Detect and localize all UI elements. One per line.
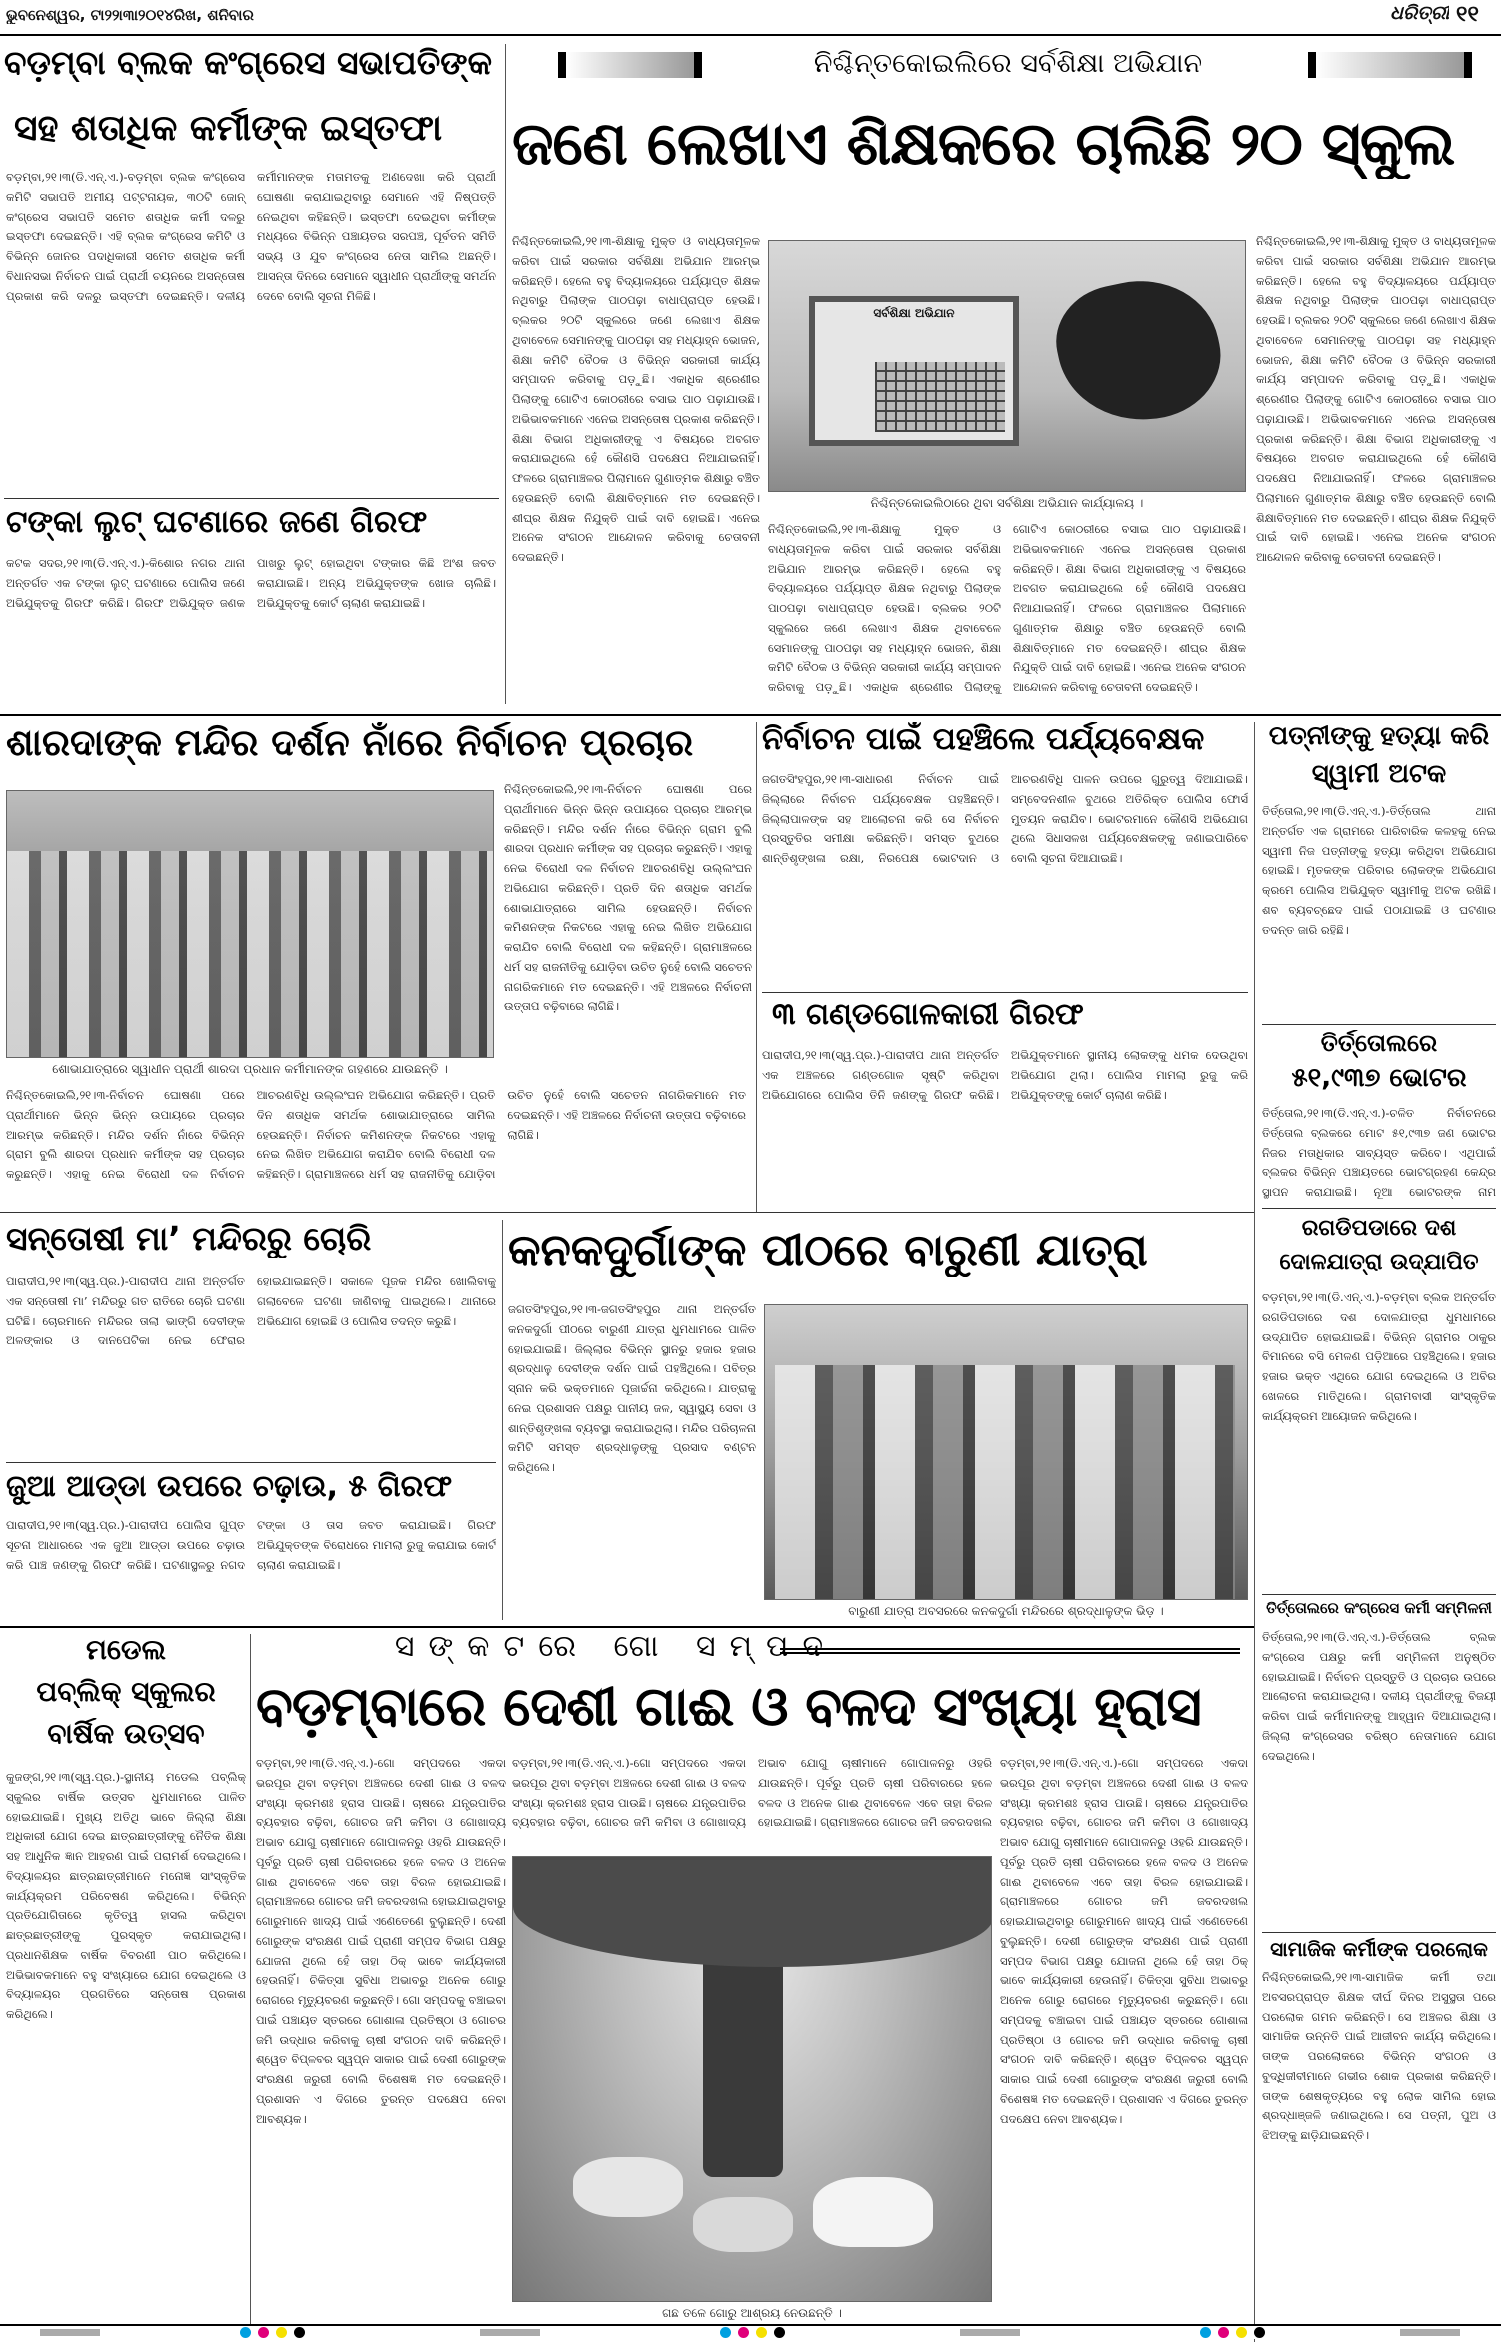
rule-rathagada xyxy=(1262,1594,1496,1595)
teacher-body-text: ନିଶ୍ଚିନ୍ତକୋଇଲି,୨୧।୩-ଶିକ୍ଷାକୁ ମୁକ୍ତ ଓ ବାଧ୍ୟତାମୂଳକ କରିବା ପାଇଁ ସରକାର ସର୍ବଶିକ୍ଷା ଅଭିଯାନ ଆରମ୍ଭ କରିଛନ୍ତି। ହେଲେ ବହୁ ବିଦ୍ୟାଳୟରେ ପର୍ଯ୍ୟାପ୍ତ ଶିକ୍ଷକ ନଥିବାରୁ ପିଲାଙ୍କ ପାଠପଢ଼ା ବାଧାପ୍ରାପ୍ତ ହେଉଛି। ବ୍ଲକର ୨୦ଟି ସ୍କୁଲରେ ଜଣେ ଲେଖାଏ ଶିକ୍ଷକ ଥିବାବେଳେ ସେମାନଙ୍କୁ ପାଠପଢ଼ା ସହ ମଧ୍ୟାହ୍ନ ଭୋଜନ, ଶିକ୍ଷା କମିଟି ବୈଠକ ଓ ବିଭିନ୍ନ ସରକାରୀ କାର୍ଯ୍ୟ ସମ୍ପାଦନ କରିବାକୁ ପଡ଼ୁଛି। ଏକାଧିକ ଶ୍ରେଣୀର ପିଲାଙ୍କୁ ଗୋଟିଏ କୋଠରୀରେ ବସାଇ ପାଠ ପଢ଼ାଯାଉଛି। ଅଭିଭାବକମାନେ ଏନେଇ ଅସନ୍ତୋଷ ପ୍ରକାଶ କରିଛନ୍ତି। ଶିକ୍ଷା ବିଭାଗ ଅଧିକାରୀଙ୍କୁ ଏ ବିଷୟରେ ଅବଗତ କରାଯାଇଥିଲେ ହେଁ କୌଣସି ପଦକ୍ଷେପ ନିଆଯାଇନାହିଁ। ଫଳରେ ଗ୍ରାମାଞ୍ଚଳର ପିଲାମାନେ ଗୁଣାତ୍ମକ ଶିକ୍ଷାରୁ ବଞ୍ଚିତ ହେଉଛନ୍ତି ବୋଲି ଶିକ୍ଷାବିତ୍ମାନେ ମତ ଦେଇଛନ୍ତି। ଶୀଘ୍ର ଶିକ୍ଷକ ନିଯୁକ୍ତି ପାଇଁ ଦାବି ହୋଇଛି। ଏନେଇ ଅନେକ ସଂଗଠନ ଆନ୍ଦୋଳନ କରିବାକୁ ଚେତାବନୀ ଦେଇଛନ୍ତି। xyxy=(512,234,760,565)
rule-badamba xyxy=(4,498,499,499)
reg-mark-black-3 xyxy=(1254,2327,1265,2338)
model-school-body: କୁଜଙ୍ଗ,୨୧।୩(ସ୍ୱ.ପ୍ର.)-ସ୍ଥାନୀୟ ମଡେଲ ପବ୍ଲିକ୍ ସ୍କୁଲର ବାର୍ଷିକ ଉତ୍ସବ ଧୁମଧାମରେ ପାଳିତ ହୋଇଯାଇଛି। ମୁଖ୍ୟ ଅତିଥି ଭାବେ ଜିଲ୍ଲା ଶିକ୍ଷା ଅଧିକାରୀ ଯୋଗ ଦେଇ ଛାତ୍ରଛାତ୍ରୀଙ୍କୁ ନୈତିକ ଶିକ୍ଷା ସହ ଆଧୁନିକ ଜ୍ଞାନ ଆହରଣ ପାଇଁ ପରାମର୍ଶ ଦେଇଥିଲେ। ବିଦ୍ୟାଳୟର ଛାତ୍ରଛାତ୍ରୀମାନେ ମନୋଜ୍ଞ ସାଂସ୍କୃତିକ କାର୍ଯ୍ୟକ୍ରମ ପରିବେଷଣ କରିଥିଲେ। ବିଭିନ୍ନ ପ୍ରତିଯୋଗିତାରେ କୃତିତ୍ୱ ହାସଲ କରିଥିବା ଛାତ୍ରଛାତ୍ରୀଙ୍କୁ ପୁରସ୍କୃତ କରାଯାଇଥିଲା। ପ୍ରଧାନଶିକ୍ଷକ ବାର୍ଷିକ ବିବରଣୀ ପାଠ କରିଥିଲେ। ଅଭିଭାବକମାନେ ବହୁ ସଂଖ୍ୟାରେ ଯୋଗ ଦେଇଥିଲେ ଓ ବିଦ୍ୟାଳୟର ପ୍ରଗତିରେ ସନ୍ତୋଷ ପ୍ରକାଶ କରିଥିଲେ। xyxy=(6,1770,246,2022)
cattle-body-left xyxy=(256,1754,506,2324)
social-worker-headline: ସାମାଜିକ କର୍ମୀଙ୍କ ପରଲୋକ xyxy=(1270,1938,1488,1961)
cattle-body-top-text: ବଡ଼ମ୍ବା,୨୧।୩(ଡି.ଏନ୍.ଏ.)-ଗୋ ସମ୍ପଦରେ ଏକଦା ଭରପୂର ଥିବା ବଡ଼ମ୍ବା ଅଞ୍ଚଳରେ ଦେଶୀ ଗାଈ ଓ ବଳଦ ସଂଖ୍ୟା କ୍ରମଶଃ ହ୍ରାସ ପାଉଛି। ଚାଷରେ ଯନ୍ତ୍ରପାତିର ବ୍ୟବହାର ବଢ଼ିବା, ଗୋଚର ଜମି କମିବା ଓ ଗୋଖାଦ୍ୟ ଅଭାବ ଯୋଗୁ ଚାଷୀମାନେ ଗୋପାଳନରୁ ଓହରି ଯାଉଛନ୍ତି। ପୂର୍ବରୁ ପ୍ରତି ଚାଷୀ ପରିବାରରେ ହଳେ ବଳଦ ଓ ଅନେକ ଗାଈ ଥିବାବେଳେ ଏବେ ତାହା ବିରଳ ହୋଇଯାଇଛି। ଗ୍ରାମାଞ୍ଚଳରେ ଗୋଚର ଜମି ଜବରଦଖଲ xyxy=(512,1756,992,1830)
cow-2 xyxy=(573,2157,683,2217)
teacher-body-right xyxy=(1256,232,1496,712)
santoshi-body: ପାରାଦୀପ,୨୧।୩(ସ୍ୱ.ପ୍ର.)-ପାରାଦୀପ ଥାନା ଅନ୍ତର୍ଗତ ଏକ ସନ୍ତୋଷୀ ମା’ ମନ୍ଦିରରୁ ଗତ ରାତିରେ ଚୋରି ଘଟଣା ଘଟିଛି। ଚୋରମାନେ ମନ୍ଦିରର ତାଲା ଭାଙ୍ଗି ଦେବୀଙ୍କ ଅଳଙ୍କାର ଓ ଦାନପେଟିକା ନେଇ ଫେରାର ହୋଇଯାଇଛନ୍ତି। ସକାଳେ ପୂଜକ ମନ୍ଦିର ଖୋଲିବାକୁ ଗଲାବେଳେ ଘଟଣା ଜାଣିବାକୁ ପାଇଥିଲେ। ଥାନାରେ ଅଭିଯୋଗ ହୋଇଛି ଓ ପୋଲିସ ତଦନ୍ତ କରୁଛି। xyxy=(6,1274,496,1348)
cow-3 xyxy=(693,2197,793,2252)
voters-headline-2: ୫୧,୯୩୭ ଭୋଟର xyxy=(1291,1064,1467,1093)
rule-congress xyxy=(1262,1932,1496,1933)
sharada-body-side xyxy=(504,780,752,1080)
cattle-body-text: ବଡ଼ମ୍ବା,୨୧।୩(ଡି.ଏନ୍.ଏ.)-ଗୋ ସମ୍ପଦରେ ଏକଦା ଭରପୂର ଥିବା ବଡ଼ମ୍ବା ଅଞ୍ଚଳରେ ଦେଶୀ ଗାଈ ଓ ବଳଦ ସଂଖ୍ୟା କ୍ରମଶଃ ହ୍ରାସ ପାଉଛି। ଚାଷରେ ଯନ୍ତ୍ରପାତିର ବ୍ୟବହାର ବଢ଼ିବା, ଗୋଚର ଜମି କମିବା ଓ ଗୋଖାଦ୍ୟ ଅଭାବ ଯୋଗୁ ଚାଷୀମାନେ ଗୋପାଳନରୁ ଓହରି ଯାଉଛନ୍ତି। ପୂର୍ବରୁ ପ୍ରତି ଚାଷୀ ପରିବାରରେ ହଳେ ବଳଦ ଓ ଅନେକ ଗାଈ ଥିବାବେଳେ ଏବେ ତାହା ବିରଳ ହୋଇଯାଇଛି। ଗ୍ରାମାଞ୍ଚଳରେ ଗୋଚର ଜମି ଜବରଦଖଲ ହୋଇଯାଇଥିବାରୁ ଗୋରୁମାନେ ଖାଦ୍ୟ ପାଇଁ ଏଣେତେଣେ ବୁଲୁଛନ୍ତି। ଦେଶୀ ଗୋରୁଙ୍କ ସଂରକ୍ଷଣ ପାଇଁ ପ୍ରାଣୀ ସମ୍ପଦ ବିଭାଗ ପକ୍ଷରୁ ଯୋଜନା ଥିଲେ ହେଁ ତାହା ଠିକ୍ ଭାବେ କାର୍ଯ୍ୟକାରୀ ହେଉନାହିଁ। ଚିକିତ୍ସା ସୁବିଧା ଅଭାବରୁ ଅନେକ ଗୋରୁ ରୋଗରେ ମୃତ୍ୟୁବରଣ କରୁଛନ୍ତି। ଗୋ ସମ୍ପଦକୁ ବଞ୍ଚାଇବା ପାଇଁ ପଞ୍ଚାୟତ ସ୍ତରରେ ଗୋଶାଳା ପ୍ରତିଷ୍ଠା ଓ ଗୋଚର ଜମି ଉଦ୍ଧାର କରିବାକୁ ଚାଷୀ ସଂଗଠନ ଦାବି କରିଛନ୍ତି। ଶ୍ୱେତ ବିପ୍ଳବର ସ୍ୱପ୍ନ ସାକାର ପାଇଁ ଦେଶୀ ଗୋରୁଙ୍କ ସଂରକ୍ଷଣ ଜରୁରୀ ବୋଲି ବିଶେଷଜ୍ଞ ମତ ଦେଇଛନ୍ତି। ପ୍ରଶାସନ ଏ ଦିଗରେ ତୁରନ୍ତ ପଦକ୍ଷେପ ନେବା ଆବଶ୍ୟକ। xyxy=(256,1756,506,2126)
sharada-headline: ଶାରଦାଙ୍କ ମନ୍ଦିର ଦର୍ଶନ ନାଁରେ ନିର୍ବାଚନ ପ୍ରଚାର xyxy=(6,722,694,764)
rule-row-2 xyxy=(0,1212,1254,1213)
teacher-body-bottom xyxy=(768,520,1246,710)
cattle-headline: ବଡ଼ମ୍ବାରେ ଦେଶୀ ଗାଈ ଓ ବଳଦ ସଂଖ୍ୟା ହ୍ରାସ xyxy=(256,1676,1201,1738)
crowd-figures xyxy=(7,851,494,1058)
badamba-headline-1: ବଡ଼ମ୍ବା ବ୍ଲକ କଂଗ୍ରେସ ସଭାପତିଙ୍କ xyxy=(4,44,492,82)
kicker-bar-right xyxy=(1308,52,1316,78)
teacher-body-text-bottom: ନିଶ୍ଚିନ୍ତକୋଇଲି,୨୧।୩-ଶିକ୍ଷାକୁ ମୁକ୍ତ ଓ ବାଧ୍ୟତାମୂଳକ କରିବା ପାଇଁ ସରକାର ସର୍ବଶିକ୍ଷା ଅଭିଯାନ ଆରମ୍ଭ କରିଛନ୍ତି। ହେଲେ ବହୁ ବିଦ୍ୟାଳୟରେ ପର୍ଯ୍ୟାପ୍ତ ଶିକ୍ଷକ ନଥିବାରୁ ପିଲାଙ୍କ ପାଠପଢ଼ା ବାଧାପ୍ରାପ୍ତ ହେଉଛି। ବ୍ଲକର ୨୦ଟି ସ୍କୁଲରେ ଜଣେ ଲେଖାଏ ଶିକ୍ଷକ ଥିବାବେଳେ ସେମାନଙ୍କୁ ପାଠପଢ଼ା ସହ ମଧ୍ୟାହ୍ନ ଭୋଜନ, ଶିକ୍ଷା କମିଟି ବୈଠକ ଓ ବିଭିନ୍ନ ସରକାରୀ କାର୍ଯ୍ୟ ସମ୍ପାଦନ କରିବାକୁ ପଡ଼ୁଛି। ଏକାଧିକ ଶ୍ରେଣୀର ପିଲାଙ୍କୁ ଗୋଟିଏ କୋଠରୀରେ ବସାଇ ପାଠ ପଢ଼ାଯାଉଛି। ଅଭିଭାବକମାନେ ଏନେଇ ଅସନ୍ତୋଷ ପ୍ରକାଶ କରିଛନ୍ତି। ଶିକ୍ଷା ବିଭାଗ ଅଧିକାରୀଙ୍କୁ ଏ ବିଷୟରେ ଅବଗତ କରାଯାଇଥିଲେ ହେଁ କୌଣସି ପଦକ୍ଷେପ ନିଆଯାଇନାହିଁ। ଫଳରେ ଗ୍ରାମାଞ୍ଚଳର ପିଲାମାନେ ଗୁଣାତ୍ମକ ଶିକ୍ଷାରୁ ବଞ୍ଚିତ ହେଉଛନ୍ତି ବୋଲି ଶିକ୍ଷାବିତ୍ମାନେ ମତ ଦେଇଛନ୍ତି। ଶୀଘ୍ର ଶିକ୍ଷକ ନିଯୁକ୍ତି ପାଇଁ ଦାବି ହୋଇଛି। ଏନେଇ ଅନେକ ସଂଗଠନ ଆନ୍ଦୋଳନ କରିବାକୁ ଚେତାବନୀ ଦେଇଛନ୍ତି। xyxy=(768,522,1246,695)
sharada-photo xyxy=(6,790,494,1058)
congress-meet-body: ତିର୍ତ୍ତୋଲ,୨୧।୩(ଡି.ଏନ୍.ଏ.)-ତିର୍ତ୍ତୋଲ ବ୍ଲକ କଂଗ୍ରେସ ପକ୍ଷରୁ କର୍ମୀ ସମ୍ମିଳନୀ ଅନୁଷ୍ଠିତ ହୋଇଯାଇଛି। ନିର୍ବାଚନ ପ୍ରସ୍ତୁତି ଓ ପ୍ରଚାର ଉପରେ ଆଲୋଚନା କରାଯାଇଥିଲା। ଦଳୀୟ ପ୍ରାର୍ଥୀଙ୍କୁ ବିଜୟୀ କରିବା ପାଇଁ କର୍ମୀମାନଙ୍କୁ ଆହ୍ୱାନ ଦିଆଯାଇଥିଲା। ଜିଲ୍ଲା କଂଗ୍ରେସର ବରିଷ୍ଠ ନେତାମାନେ ଯୋଗ ଦେଇଥିଲେ। xyxy=(1262,1630,1496,1763)
reg-mark-cyan-3 xyxy=(1200,2327,1211,2338)
footer-grey-bar-2 xyxy=(480,2329,540,2336)
cattle-photo-caption: ଗଛ ତଳେ ଗୋରୁ ଆଶ୍ରୟ ନେଉଛନ୍ତି । xyxy=(662,2306,842,2320)
observer-body: ଜଗତସିଂହପୁର,୨୧।୩-ସାଧାରଣ ନିର୍ବାଚନ ପାଇଁ ଜିଲ୍ଲାରେ ନିର୍ବାଚନ ପର୍ଯ୍ୟବେକ୍ଷକ ପହଞ୍ଚିଛନ୍ତି। ଜିଲ୍ଲାପାଳଙ୍କ ସହ ଆଲୋଚନା କରି ସେ ନିର୍ବାଚନ ପ୍ରସ୍ତୁତିର ସମୀକ୍ଷା କରିଛନ୍ତି। ସମସ୍ତ ବୁଥରେ ଶାନ୍ତିଶୃଙ୍ଖଳା ରକ୍ଷା, ନିରପେକ୍ଷ ଭୋଟଦାନ ଓ ଆଚରଣବିଧି ପାଳନ ଉପରେ ଗୁରୁତ୍ୱ ଦିଆଯାଇଛି। ସମ୍ବେଦନଶୀଳ ବୁଥରେ ଅତିରିକ୍ତ ପୋଲିସ ଫୋର୍ସ ମୁତୟନ କରାଯିବ। ଭୋଟରମାନେ କୌଣସି ଅଭିଯୋଗ ଥିଲେ ସିଧାସଳଖ ପର୍ଯ୍ୟବେକ୍ଷକଙ୍କୁ ଜଣାଇପାରିବେ ବୋଲି ସୂଚନା ଦିଆଯାଇଛି। xyxy=(762,772,1248,866)
footer-marks xyxy=(0,2326,1501,2339)
notice-board xyxy=(809,296,1019,446)
social-worker-body: ନିଶ୍ଚିନ୍ତକୋଇଲି,୨୧।୩-ସାମାଜିକ କର୍ମୀ ତଥା ଅବସରପ୍ରାପ୍ତ ଶିକ୍ଷକ ଦୀର୍ଘ ଦିନର ଅସୁସ୍ଥତା ପରେ ପରଲୋକ ଗମନ କରିଛନ୍ତି। ସେ ଅଞ୍ଚଳର ଶିକ୍ଷା ଓ ସାମାଜିକ ଉନ୍ନତି ପାଇଁ ଆଜୀବନ କାର୍ଯ୍ୟ କରିଥିଲେ। ତାଙ୍କ ପରଲୋକରେ ବିଭିନ୍ନ ସଂଗଠନ ଓ ବୁଦ୍ଧିଜୀବୀମାନେ ଗଭୀର ଶୋକ ପ୍ରକାଶ କରିଛନ୍ତି। ତାଙ୍କ ଶେଷକୃତ୍ୟରେ ବହୁ ଲୋକ ସାମିଲ ହୋଇ ଶ୍ରଦ୍ଧାଞ୍ଜଳି ଜଣାଇଥିଲେ। ସେ ପତ୍ନୀ, ପୁଅ ଓ ଝିଅଙ୍କୁ ଛାଡ଼ିଯାଇଛନ୍ତି। xyxy=(1262,1970,1496,2143)
kanakadurga-body: ଜଗତସିଂହପୁର,୨୧।୩-ଜଗତସିଂହପୁର ଥାନା ଅନ୍ତର୍ଗତ କନକଦୁର୍ଗା ପୀଠରେ ବାରୁଣୀ ଯାତ୍ରା ଧୁମଧାମରେ ପାଳିତ ହୋଇଯାଇଛି। ଜିଲ୍ଲାର ବିଭିନ୍ନ ସ୍ଥାନରୁ ହଜାର ହଜାର ଶ୍ରଦ୍ଧାଳୁ ଦେବୀଙ୍କ ଦର୍ଶନ ପାଇଁ ପହଞ୍ଚିଥିଲେ। ପବିତ୍ର ସ୍ନାନ କରି ଭକ୍ତମାନେ ପୂଜାର୍ଚ୍ଚନା କରିଥିଲେ। ଯାତ୍ରାକୁ ନେଇ ପ୍ରଶାସନ ପକ୍ଷରୁ ପାନୀୟ ଜଳ, ସ୍ୱାସ୍ଥ୍ୟ ସେବା ଓ ଶାନ୍ତିଶୃଙ୍ଖଳା ବ୍ୟବସ୍ଥା କରାଯାଇଥିଲା। ମନ୍ଦିର ପରିଚାଳନା କମିଟି ସମସ୍ତ ଶ୍ରଦ୍ଧାଳୁଙ୍କୁ ପ୍ରସାଦ ବଣ୍ଟନ କରିଥିଲେ। xyxy=(508,1302,756,1475)
footer-grey-bar-3 xyxy=(960,2329,1020,2336)
rule-wife xyxy=(1262,1024,1496,1025)
reg-mark-cyan-1 xyxy=(240,2327,251,2338)
kicker-bar-left-end xyxy=(694,52,702,78)
rathagada-headline-1: ରଗଡିପଡାରେ ଦଶ xyxy=(1301,1216,1457,1241)
santoshi-headline: ସନ୍ତୋଷୀ ମା’ ମନ୍ଦିରରୁ ଚୋରି xyxy=(6,1220,372,1258)
teacher-photo-caption: ନିଶ୍ଚିନ୍ତକୋଇଲିଠାରେ ଥିବା ସର୍ବଶିକ୍ଷା ଅଭିଯାନ କାର୍ଯ୍ୟାଳୟ । xyxy=(870,496,1144,510)
notice-board-grid xyxy=(875,362,1005,432)
kicker-bar-right-fade xyxy=(1316,52,1464,78)
sharada-body xyxy=(6,1086,746,1206)
footer-grey-bar-4 xyxy=(1400,2329,1460,2336)
tree-canopy xyxy=(513,1857,992,1967)
paper-name: ଧରିତ୍ରୀ xyxy=(1390,2,1450,24)
voters-body: ତିର୍ତ୍ତୋଲ,୨୧।୩(ଡି.ଏନ୍.ଏ.)-ଚଳିତ ନିର୍ବାଚନରେ ତିର୍ତ୍ତୋଲ ବ୍ଲକରେ ମୋଟ ୫୧,୯୩୭ ଜଣ ଭୋଟର ନିଜର ମତାଧିକାର ସାବ୍ୟସ୍ତ କରିବେ। ଏଥିପାଇଁ ବ୍ଲକର ବିଭିନ୍ନ ପଞ୍ଚାୟତରେ ଭୋଟଗ୍ରହଣ କେନ୍ଦ୍ର ସ୍ଥାପନ କରାଯାଇଛି। ନୂଆ ଭୋଟରଙ୍କ ନାମ xyxy=(1262,1106,1496,1200)
rule-voters xyxy=(1262,1208,1496,1209)
cattle-kicker: ସଙ୍କଟରେ ଗୋ ସମ୍ପଦ xyxy=(394,1630,838,1664)
reg-mark-yellow-2 xyxy=(756,2327,767,2338)
rule-observer xyxy=(762,992,1248,993)
rathagada-body: ବଡ଼ମ୍ବା,୨୧।୩(ଡି.ଏନ୍.ଏ.)-ବଡ଼ମ୍ବା ବ୍ଲକ ଅନ୍ତର୍ଗତ ରଗଡିପଡାରେ ଦଶ ଦୋଳଯାତ୍ରା ଧୁମଧାମରେ ଉଦ୍‌ଯାପିତ ହୋଇଯାଇଛି। ବିଭିନ୍ନ ଗ୍ରାମର ଠାକୁର ବିମାନରେ ବସି ମେଳଣ ପଡ଼ିଆରେ ପହଞ୍ଚିଥିଲେ। ହଜାର ହଜାର ଭକ୍ତ ଏଥିରେ ଯୋଗ ଦେଇଥିଲେ ଓ ଅବିର ଖେଳରେ ମାତିଥିଲେ। ଗ୍ରାମବାସୀ ସାଂସ୍କୃତିକ କାର୍ଯ୍ୟକ୍ରମ ଆୟୋଜନ କରିଥିଲେ। xyxy=(1262,1290,1496,1423)
reg-mark-black-1 xyxy=(294,2327,305,2338)
badamba-body: ବଡ଼ମ୍ବା,୨୧।୩(ଡି.ଏନ୍.ଏ.)-ବଡ଼ମ୍ବା ବ୍ଲକ କଂଗ୍ରେସ କମିଟି ସଭାପତି ଅମୀୟ ପଟ୍ଟନାୟକ, ୩୦ଟି ଜୋନ୍ କଂଗ୍ରେସ ସଭାପତି ସମେତ ଶତାଧିକ କର୍ମୀ ଦଳରୁ ଇସ୍ତଫା ଦେଇଛନ୍ତି। ଏହି ବ୍ଲକ କଂଗ୍ରେସ କମିଟି ଓ ବିଭିନ୍ନ ଜୋନର ପଦାଧିକାରୀ ସମେତ ଶତାଧିକ କର୍ମୀ ବିଧାନସଭା ନିର୍ବାଚନ ପାଇଁ ପ୍ରାର୍ଥୀ ଚୟନରେ ଅସନ୍ତୋଷ ପ୍ରକାଶ କରି ଦଳରୁ ଇସ୍ତଫା ଦେଇଛନ୍ତି। ଦଳୀୟ କର୍ମୀମାନଙ୍କ ମତାମତକୁ ଅଣଦେଖା କରି ପ୍ରାର୍ଥୀ ଘୋଷଣା କରାଯାଇଥିବାରୁ ସେମାନେ ଏହି ନିଷ୍ପତ୍ତି ନେଇଥିବା କହିଛନ୍ତି। ଇସ୍ତଫା ଦେଇଥିବା କର୍ମୀଙ୍କ ମଧ୍ୟରେ ବିଭିନ୍ନ ପଞ୍ଚାୟତର ସରପଞ୍ଚ, ପୂର୍ବତନ ସମିତି ସଭ୍ୟ ଓ ଯୁବ କଂଗ୍ରେସ ନେତା ସାମିଲ ଅଛନ୍ତି। ଆସନ୍ତା ଦିନରେ ସେମାନେ ସ୍ୱାଧୀନ ପ୍ରାର୍ଥୀଙ୍କୁ ସମର୍ଥନ ଦେବେ ବୋଲି ସୂଚନା ମିଳିଛି। xyxy=(6,170,496,303)
notice-board-sign: ସର୍ବଶିକ୍ଷା ଅଭିଯାନ xyxy=(873,306,955,320)
sharada-body-side-text: ନିଶ୍ଚିନ୍ତକୋଇଲି,୨୧।୩-ନିର୍ବାଚନ ଘୋଷଣା ପରେ ପ୍ରାର୍ଥୀମାନେ ଭିନ୍ନ ଭିନ୍ନ ଉପାୟରେ ପ୍ରଚାର ଆରମ୍ଭ କରିଛନ୍ତି। ମନ୍ଦିର ଦର୍ଶନ ନାଁରେ ବିଭିନ୍ନ ଗ୍ରାମ ବୁଲି ଶାରଦା ପ୍ରଧାନ କର୍ମୀଙ୍କ ସହ ପ୍ରଚାର କରୁଛନ୍ତି। ଏହାକୁ ନେଇ ବିରୋଧୀ ଦଳ ନିର୍ବାଚନ ଆଚରଣବିଧି ଉଲ୍ଲଂଘନ ଅଭିଯୋଗ କରିଛନ୍ତି। ପ୍ରତି ଦିନ ଶତାଧିକ ସମର୍ଥକ ଶୋଭାଯାତ୍ରାରେ ସାମିଲ ହେଉଛନ୍ତି। ନିର୍ବାଚନ କମିଶନଙ୍କ ନିକଟରେ ଏହାକୁ ନେଇ ଲିଖିତ ଅଭିଯୋଗ କରାଯିବ ବୋଲି ବିରୋଧୀ ଦଳ କହିଛନ୍ତି। ଗ୍ରାମାଞ୍ଚଳରେ ଧର୍ମ ସହ ରାଜନୀତିକୁ ଯୋଡ଼ିବା ଉଚିତ ନୁହେଁ ବୋଲି ସଚେତନ ନାଗରିକମାନେ ମତ ଦେଇଛନ୍ତି। ଏହି ଅଞ୍ଚଳରେ ନିର୍ବାଚନୀ ଉତ୍ତାପ ବଢ଼ିବାରେ ଲାଗିଛି। xyxy=(504,782,752,1014)
teacher-kicker: ନିଶ୍ଚିନ୍ତକୋଇଲିରେ ସର୍ବଶିକ୍ଷା ଅଭିଯାନ xyxy=(813,48,1203,79)
cattle-body-right xyxy=(1000,1754,1248,2324)
rule-col-sharada xyxy=(756,722,757,1212)
model-school-headline-3: ବାର୍ଷିକ ଉତ୍ସବ xyxy=(47,1718,205,1750)
reg-mark-yellow-1 xyxy=(276,2327,287,2338)
three-arrested-body: ପାରାଦୀପ,୨୧।୩(ସ୍ୱ.ପ୍ର.)-ପାରାଦୀପ ଥାନା ଅନ୍ତର୍ଗତ ଏକ ଅଞ୍ଚଳରେ ଗଣ୍ଡଗୋଳ ସୃଷ୍ଟି କରିଥିବା ଅଭିଯୋଗରେ ପୋଲିସ ତିନି ଜଣଙ୍କୁ ଗିରଫ କରିଛି। ଅଭିଯୁକ୍ତମାନେ ସ୍ଥାନୀୟ ଲୋକଙ୍କୁ ଧମକ ଦେଉଥିବା ଅଭିଯୋଗ ଥିଲା। ପୋଲିସ ମାମଲା ରୁଜୁ କରି ଅଭିଯୁକ୍ତଙ୍କୁ କୋର୍ଟ ଚାଲାଣ କରିଛି। xyxy=(762,1048,1248,1102)
reg-mark-black-2 xyxy=(774,2327,785,2338)
rule-col-santoshi xyxy=(502,1220,503,1620)
model-school-headline-1: ମଡେଲ xyxy=(85,1634,167,1666)
teacher-photo xyxy=(768,240,1246,492)
teacher-headline: ଜଣେ ଲେଖାଏ ଶିକ୍ଷକରେ ଚାଲିଛି ୨୦ ସ୍କୁଲ xyxy=(512,110,1455,179)
rule-col-left xyxy=(505,44,506,704)
rule-col-right xyxy=(1254,722,1255,2342)
cattle-body-right-text: ବଡ଼ମ୍ବା,୨୧।୩(ଡି.ଏନ୍.ଏ.)-ଗୋ ସମ୍ପଦରେ ଏକଦା ଭରପୂର ଥିବା ବଡ଼ମ୍ବା ଅଞ୍ଚଳରେ ଦେଶୀ ଗାଈ ଓ ବଳଦ ସଂଖ୍ୟା କ୍ରମଶଃ ହ୍ରାସ ପାଉଛି। ଚାଷରେ ଯନ୍ତ୍ରପାତିର ବ୍ୟବହାର ବଢ଼ିବା, ଗୋଚର ଜମି କମିବା ଓ ଗୋଖାଦ୍ୟ ଅଭାବ ଯୋଗୁ ଚାଷୀମାନେ ଗୋପାଳନରୁ ଓହରି ଯାଉଛନ୍ତି। ପୂର୍ବରୁ ପ୍ରତି ଚାଷୀ ପରିବାରରେ ହଳେ ବଳଦ ଓ ଅନେକ ଗାଈ ଥିବାବେଳେ ଏବେ ତାହା ବିରଳ ହୋଇଯାଇଛି। ଗ୍ରାମାଞ୍ଚଳରେ ଗୋଚର ଜମି ଜବରଦଖଲ ହୋଇଯାଇଥିବାରୁ ଗୋରୁମାନେ ଖାଦ୍ୟ ପାଇଁ ଏଣେତେଣେ ବୁଲୁଛନ୍ତି। ଦେଶୀ ଗୋରୁଙ୍କ ସଂରକ୍ଷଣ ପାଇଁ ପ୍ରାଣୀ ସମ୍ପଦ ବିଭାଗ ପକ୍ଷରୁ ଯୋଜନା ଥିଲେ ହେଁ ତାହା ଠିକ୍ ଭାବେ କାର୍ଯ୍ୟକାରୀ ହେଉନାହିଁ। ଚିକିତ୍ସା ସୁବିଧା ଅଭାବରୁ ଅନେକ ଗୋରୁ ରୋଗରେ ମୃତ୍ୟୁବରଣ କରୁଛନ୍ତି। ଗୋ ସମ୍ପଦକୁ ବଞ୍ଚାଇବା ପାଇଁ ପଞ୍ଚାୟତ ସ୍ତରରେ ଗୋଶାଳା ପ୍ରତିଷ୍ଠା ଓ ଗୋଚର ଜମି ଉଦ୍ଧାର କରିବାକୁ ଚାଷୀ ସଂଗଠନ ଦାବି କରିଛନ୍ତି। ଶ୍ୱେତ ବିପ୍ଳବର ସ୍ୱପ୍ନ ସାକାର ପାଇଁ ଦେଶୀ ଗୋରୁଙ୍କ ସଂରକ୍ଷଣ ଜରୁରୀ ବୋଲି ବିଶେଷଜ୍ଞ ମତ ଦେଇଛନ୍ତି। ପ୍ରଶାସନ ଏ ଦିଗରେ ତୁରନ୍ତ ପଦକ୍ଷେପ ନେବା ଆବଶ୍ୟକ। xyxy=(1000,1756,1248,2126)
teacher-body-text-cont: ନିଶ୍ଚିନ୍ତକୋଇଲି,୨୧।୩-ଶିକ୍ଷାକୁ ମୁକ୍ତ ଓ ବାଧ୍ୟତାମୂଳକ କରିବା ପାଇଁ ସରକାର ସର୍ବଶିକ୍ଷା ଅଭିଯାନ ଆରମ୍ଭ କରିଛନ୍ତି। ହେଲେ ବହୁ ବିଦ୍ୟାଳୟରେ ପର୍ଯ୍ୟାପ୍ତ ଶିକ୍ଷକ ନଥିବାରୁ ପିଲାଙ୍କ ପାଠପଢ଼ା ବାଧାପ୍ରାପ୍ତ ହେଉଛି। ବ୍ଲକର ୨୦ଟି ସ୍କୁଲରେ ଜଣେ ଲେଖାଏ ଶିକ୍ଷକ ଥିବାବେଳେ ସେମାନଙ୍କୁ ପାଠପଢ଼ା ସହ ମଧ୍ୟାହ୍ନ ଭୋଜନ, ଶିକ୍ଷା କମିଟି ବୈଠକ ଓ ବିଭିନ୍ନ ସରକାରୀ କାର୍ଯ୍ୟ ସମ୍ପାଦନ କରିବାକୁ ପଡ଼ୁଛି। ଏକାଧିକ ଶ୍ରେଣୀର ପିଲାଙ୍କୁ ଗୋଟିଏ କୋଠରୀରେ ବସାଇ ପାଠ ପଢ଼ାଯାଉଛି। ଅଭିଭାବକମାନେ ଏନେଇ ଅସନ୍ତୋଷ ପ୍ରକାଶ କରିଛନ୍ତି। ଶିକ୍ଷା ବିଭାଗ ଅଧିକାରୀଙ୍କୁ ଏ ବିଷୟରେ ଅବଗତ କରାଯାଇଥିଲେ ହେଁ କୌଣସି ପଦକ୍ଷେପ ନିଆଯାଇନାହିଁ। ଫଳରେ ଗ୍ରାମାଞ୍ଚଳର ପିଲାମାନେ ଗୁଣାତ୍ମକ ଶିକ୍ଷାରୁ ବଞ୍ଚିତ ହେଉଛନ୍ତି ବୋଲି ଶିକ୍ଷାବିତ୍ମାନେ ମତ ଦେଇଛନ୍ତି। ଶୀଘ୍ର ଶିକ୍ଷକ ନିଯୁକ୍ତି ପାଇଁ ଦାବି ହୋଇଛି। ଏନେଇ ଅନେକ ସଂଗଠନ ଆନ୍ଦୋଳନ କରିବାକୁ ଚେତାବନୀ ଦେଇଛନ୍ତି। xyxy=(1256,234,1496,565)
money-loot-body: କଟକ ସଦର,୨୧।୩(ଡି.ଏନ୍.ଏ.)-କିଶୋର ନଗର ଥାନା ଅନ୍ତର୍ଗତ ଏକ ଟଙ୍କା ଲୁଟ୍ ଘଟଣାରେ ପୋଲିସ ଜଣେ ଅଭିଯୁକ୍ତକୁ ଗିରଫ କରିଛି। ଗିରଫ ଅଭିଯୁକ୍ତ ଜଣକ ପାଖରୁ ଲୁଟ୍ ହୋଇଥିବା ଟଙ୍କାର କିଛି ଅଂଶ ଜବତ କରାଯାଇଛି। ଅନ୍ୟ ଅଭିଯୁକ୍ତଙ୍କ ଖୋଜ ଚାଲିଛି। ଅଭିଯୁକ୍ତକୁ କୋର୍ଟ ଚାଲାଣ କରାଯାଇଛି। xyxy=(6,556,496,610)
devotees-figures xyxy=(775,1365,1235,1600)
reg-mark-magenta-3 xyxy=(1218,2327,1229,2338)
observer-headline: ନିର୍ବାଚନ ପାଇଁ ପହଞ୍ଚିଲେ ପର୍ଯ୍ୟବେକ୍ଷକ xyxy=(762,722,1205,757)
gambling-headline: ଜୁଆ ଆଡ୍ଡା ଉପରେ ଚଢ଼ାଉ, ୫ ଗିରଫ xyxy=(6,1470,453,1504)
cattle-kicker-rule xyxy=(780,1648,1240,1654)
kicker-bar-left-fade xyxy=(566,52,694,78)
three-arrested-headline: ୩ ଗଣ୍ଡଗୋଳକାରୀ ଗିରଫ xyxy=(772,998,1084,1032)
dateline: ଭୁବନେଶ୍ୱର, ଟା୨୨ା୩ା୨୦୧୪ରିଖ, ଶନିବାର xyxy=(6,6,254,24)
kanakadurga-photo-caption: ବାରୁଣୀ ଯାତ୍ରା ଅବସରରେ କନକଦୁର୍ଗା ମନ୍ଦିରରେ ଶ୍ରଦ୍ଧାଳୁଙ୍କ ଭିଡ଼ । xyxy=(848,1604,1164,1618)
sharada-photo-caption: ଶୋଭାଯାତ୍ରାରେ ସ୍ୱାଧୀନ ପ୍ରାର୍ଥୀ ଶାରଦା ପ୍ରଧାନ କର୍ମୀମାନଙ୍କ ଗହଣରେ ଯାଉଛନ୍ତି । xyxy=(52,1062,448,1076)
cow-1 xyxy=(813,2177,933,2247)
rule-row-1 xyxy=(0,714,1501,716)
kanakadurga-photo xyxy=(764,1304,1248,1600)
reg-mark-magenta-1 xyxy=(258,2327,269,2338)
kicker-bar-left xyxy=(558,52,566,78)
footer-grey-bar-1 xyxy=(40,2329,100,2336)
reg-mark-magenta-2 xyxy=(738,2327,749,2338)
sharada-body-text: ନିଶ୍ଚିନ୍ତକୋଇଲି,୨୧।୩-ନିର୍ବାଚନ ଘୋଷଣା ପରେ ପ୍ରାର୍ଥୀମାନେ ଭିନ୍ନ ଭିନ୍ନ ଉପାୟରେ ପ୍ରଚାର ଆରମ୍ଭ କରିଛନ୍ତି। ମନ୍ଦିର ଦର୍ଶନ ନାଁରେ ବିଭିନ୍ନ ଗ୍ରାମ ବୁଲି ଶାରଦା ପ୍ରଧାନ କର୍ମୀଙ୍କ ସହ ପ୍ରଚାର କରୁଛନ୍ତି। ଏହାକୁ ନେଇ ବିରୋଧୀ ଦଳ ନିର୍ବାଚନ ଆଚରଣବିଧି ଉଲ୍ଲଂଘନ ଅଭିଯୋଗ କରିଛନ୍ତି। ପ୍ରତି ଦିନ ଶତାଧିକ ସମର୍ଥକ ଶୋଭାଯାତ୍ରାରେ ସାମିଲ ହେଉଛନ୍ତି। ନିର୍ବାଚନ କମିଶନଙ୍କ ନିକଟରେ ଏହାକୁ ନେଇ ଲିଖିତ ଅଭିଯୋଗ କରାଯିବ ବୋଲି ବିରୋଧୀ ଦଳ କହିଛନ୍ତି। ଗ୍ରାମାଞ୍ଚଳରେ ଧର୍ମ ସହ ରାଜନୀତିକୁ ଯୋଡ଼ିବା ଉଚିତ ନୁହେଁ ବୋଲି ସଚେତନ ନାଗରିକମାନେ ମତ ଦେଇଛନ୍ତି। ଏହି ଅଞ୍ଚଳରେ ନିର୍ବାଚନୀ ଉତ୍ତାପ ବଢ଼ିବାରେ ଲାଗିଛି। xyxy=(6,1088,746,1182)
wife-murder-headline-2: ସ୍ୱାମୀ ଅଟକ xyxy=(1311,760,1447,789)
voters-headline-1: ତିର୍ତ୍ତୋଲରେ xyxy=(1320,1030,1438,1057)
teacher-body-left xyxy=(512,232,760,712)
model-school-headline-2: ପବ୍ଲିକ୍ ସ୍କୁଲର xyxy=(36,1676,216,1708)
cattle-photo xyxy=(512,1856,992,2302)
money-loot-headline: ଟଙ୍କା ଲୁଟ୍ ଘଟଣାରେ ଜଣେ ଗିରଫ xyxy=(6,505,428,540)
wife-murder-headline-1: ପତ୍ନୀଙ୍କୁ ହତ୍ୟା କରି xyxy=(1268,722,1490,751)
rule-col-model xyxy=(250,1634,251,2334)
masthead xyxy=(0,0,1501,36)
page-number: ୧୧ xyxy=(1456,2,1479,27)
rule-row-3 xyxy=(0,1626,1254,1628)
reg-mark-cyan-2 xyxy=(720,2327,731,2338)
gambling-body: ପାରାଦୀପ,୨୧।୩(ସ୍ୱ.ପ୍ର.)-ପାରାଦୀପ ପୋଲିସ ଗୁପ୍ତ ସୂଚନା ଆଧାରରେ ଏକ ଜୁଆ ଆଡ୍ଡା ଉପରେ ଚଢ଼ାଉ କରି ପାଞ୍ଚ ଜଣଙ୍କୁ ଗିରଫ କରିଛି। ଘଟଣାସ୍ଥଳରୁ ନଗଦ ଟଙ୍କା ଓ ତାସ ଜବତ କରାଯାଇଛି। ଗିରଫ ଅଭିଯୁକ୍ତଙ୍କ ବିରୋଧରେ ମାମଲା ରୁଜୁ କରାଯାଇ କୋର୍ଟ ଚାଲାଣ କରାଯାଇଛି। xyxy=(6,1518,496,1572)
congress-meet-headline: ତିର୍ତ୍ତୋଲରେ କଂଗ୍ରେସ କର୍ମୀ ସମ୍ମିଳନୀ xyxy=(1266,1600,1492,1617)
badamba-headline-2: ସହ ଶତାଧିକ କର୍ମୀଙ୍କ ଇସ୍ତଫା xyxy=(14,108,443,149)
kanakadurga-headline: କନକଦୁର୍ଗାଙ୍କ ପୀଠରେ ବାରୁଣୀ ଯାତ୍ରା xyxy=(508,1226,1148,1276)
rule-santoshi xyxy=(6,1462,496,1463)
masthead-rule xyxy=(0,34,1501,36)
cattle-body-top xyxy=(512,1754,992,1852)
odisha-map xyxy=(1046,266,1232,436)
wife-murder-body: ତିର୍ତ୍ତୋଲ,୨୧।୩(ଡି.ଏନ୍.ଏ.)-ତିର୍ତ୍ତୋଲ ଥାନା ଅନ୍ତର୍ଗତ ଏକ ଗ୍ରାମରେ ପାରିବାରିକ କଳହକୁ ନେଇ ସ୍ୱାମୀ ନିଜ ପତ୍ନୀଙ୍କୁ ହତ୍ୟା କରିଥିବା ଅଭିଯୋଗ ହୋଇଛି। ମୃତକଙ୍କ ପରିବାର ଲୋକଙ୍କ ଅଭିଯୋଗ କ୍ରମେ ପୋଲିସ ଅଭିଯୁକ୍ତ ସ୍ୱାମୀକୁ ଅଟକ ରଖିଛି। ଶବ ବ୍ୟବଚ୍ଛେଦ ପାଇଁ ପଠାଯାଇଛି ଓ ଘଟଣାର ତଦନ୍ତ ଜାରି ରହିଛି। xyxy=(1262,804,1496,937)
reg-mark-yellow-3 xyxy=(1236,2327,1247,2338)
rathagada-headline-2: ଦୋଳଯାତ୍ରା ଉଦ୍‌ଯାପିତ xyxy=(1279,1250,1479,1275)
kicker-bar-right-end xyxy=(1464,52,1472,78)
